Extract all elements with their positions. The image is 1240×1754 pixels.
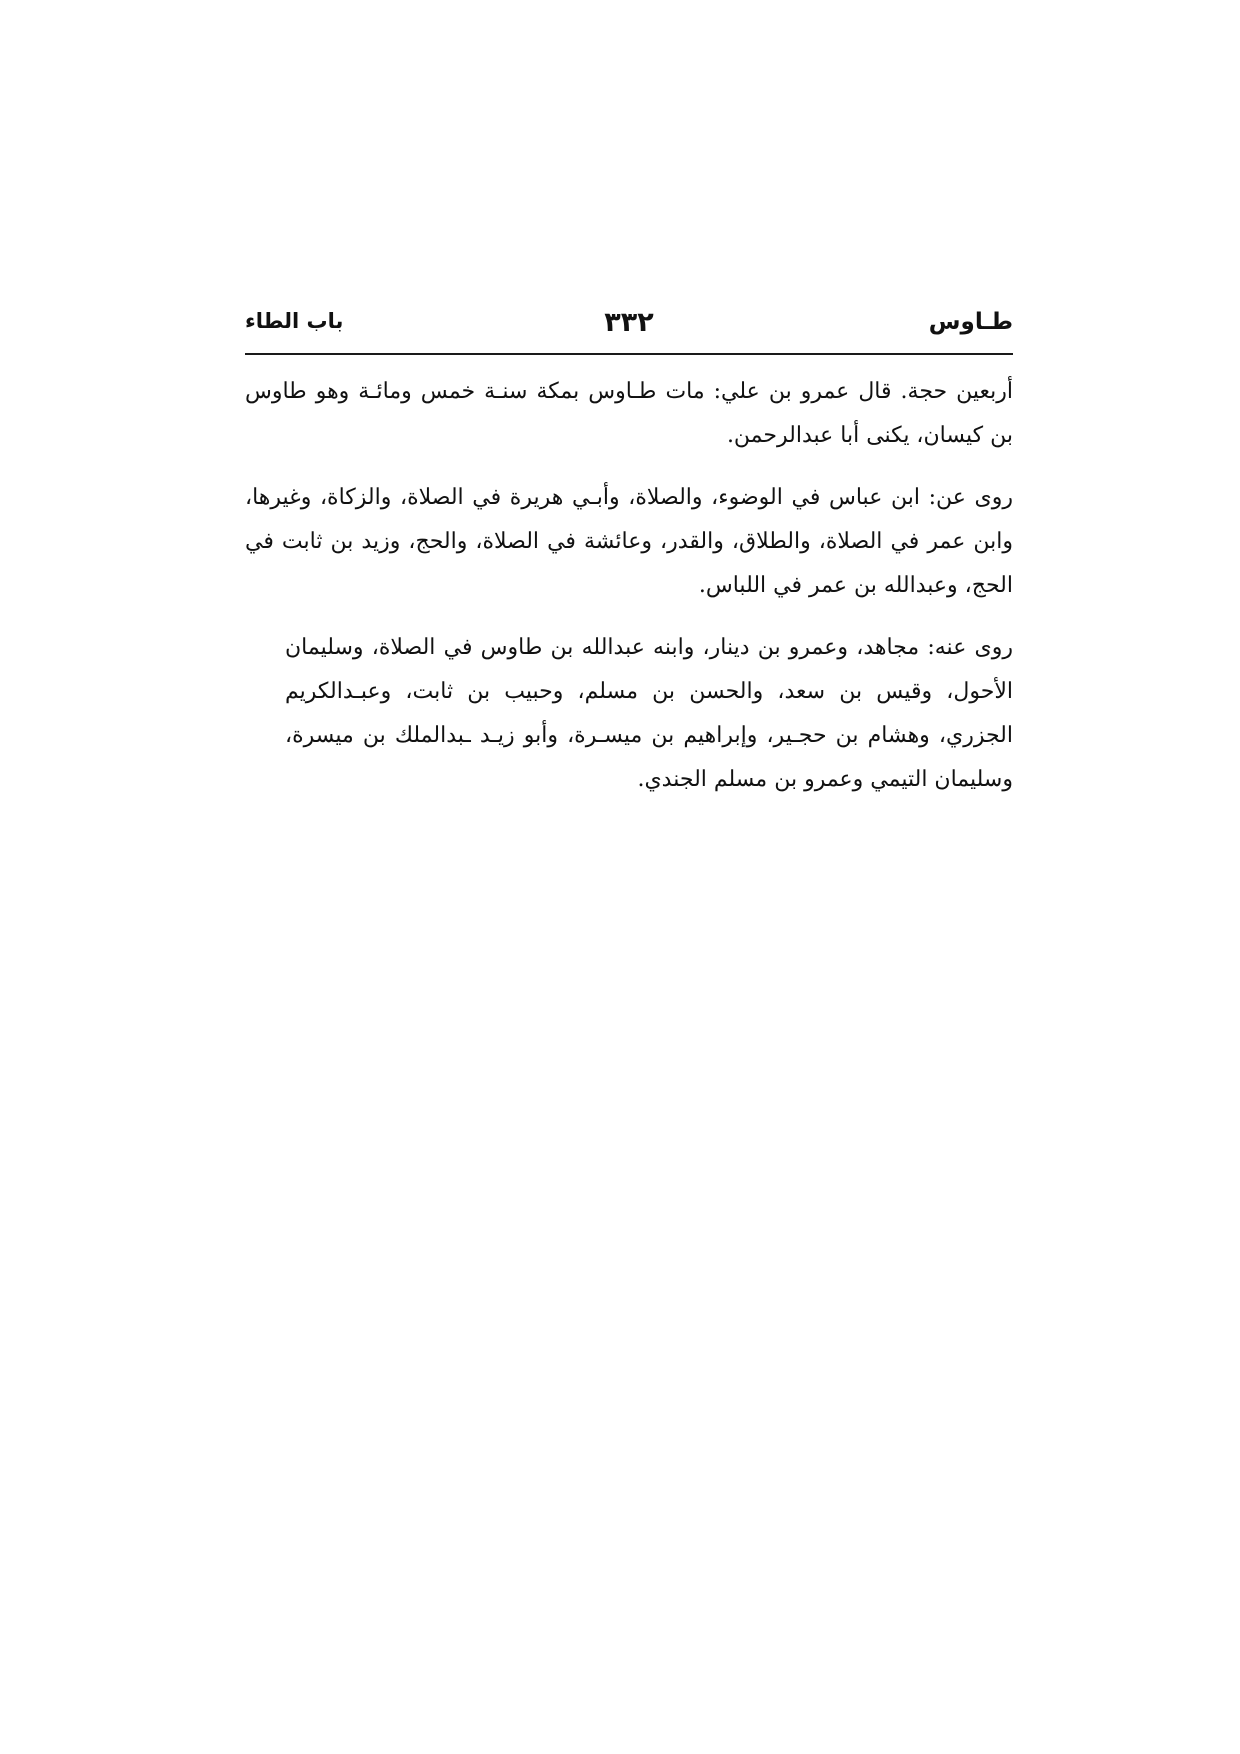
body-text: [245, 370, 1013, 820]
entry-title: طـاوس: [928, 309, 1013, 335]
paragraph-narrated-by: روى عنه: مجاهد، وعمرو بن دينار، وابنه عبدالله بن طاوس في الصلاة، وسليمان الأحول، وقيس بن سعد، والحسن بن مسلم، وحبيب بن ثابت، وعبـدالكريم الجزري، وهشام بن حجـير، وإبراهيم بن ميسـرة، وأبو زيـد ـبدالملك بن ميسرة، وسليمان التيمي وعمرو بن مسلم الجندي.: [285, 635, 1013, 792]
paragraph-death-note: أربعين حجة. قال عمرو بن علي: مات طـاوس بمكة سنـة خمس ومائـة وهو طاوس بن كيسان، يكنى أبا عبدالرحمن.: [245, 379, 1013, 448]
header-rule: [245, 353, 1013, 355]
page-number: ٣٣٢: [604, 307, 654, 338]
running-header: [245, 303, 1013, 349]
chapter-title: باب الطاء: [245, 309, 344, 333]
paragraph-narrated-from: روى عن: ابن عباس في الوضوء، والصلاة، وأبـي هريرة في الصلاة، والزكاة، وغيرها، وابن عمر في الصلاة، والطلاق، والقدر، وعائشة في الصلاة، والحج، وزيد بن ثابت في الحج، وعبدالله بن عمر في اللباس.: [245, 485, 1013, 598]
